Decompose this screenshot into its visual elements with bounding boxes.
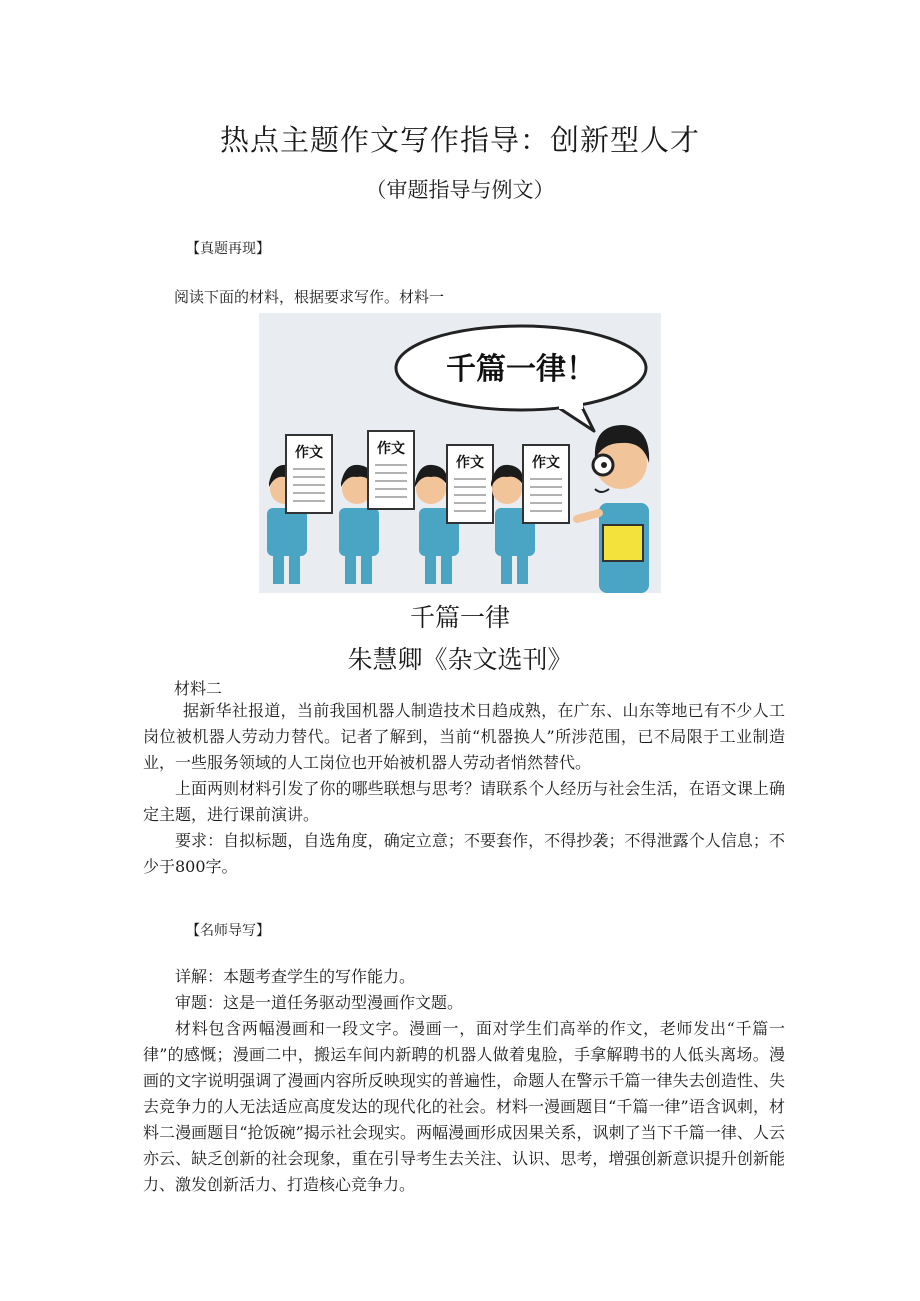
paper-label: 作文 <box>295 445 323 461</box>
prompt-paragraph: 上面两则材料引发了你的哪些联想与思考？请联系个人经历与社会生活，在语文课上确定主题，进行课前演讲。 <box>143 779 785 824</box>
speech-text: 千篇一律！ <box>446 352 596 387</box>
review-paragraph: 审题：这是一道任务驱动型漫画作文题。 <box>175 993 464 1012</box>
detail-paragraph: 详解：本题考查学生的写作能力。 <box>175 967 416 986</box>
material2-label: 材料二 <box>174 679 223 698</box>
page-subtitle: （审题指导与例文） <box>365 178 555 202</box>
page-title: 热点主题作文写作指导：创新型人才 <box>219 123 700 157</box>
paper-label: 作文 <box>456 455 484 471</box>
guide-section <box>143 964 785 1198</box>
cartoon-caption-title: 千篇一律 <box>409 603 510 632</box>
paper-label: 作文 <box>532 455 560 471</box>
material-section <box>143 698 785 880</box>
cartoon-caption-author: 朱慧卿《杂文选刊》 <box>347 645 573 674</box>
cartoon-image <box>259 313 661 593</box>
requirement-paragraph: 要求：自拟标题，自选角度，确定立意；不要套作，不得抄袭；不得泄露个人信息；不少于800字。 <box>143 831 785 876</box>
analysis-paragraph: 材料包含两幅漫画和一段文字。漫画一，面对学生们高举的作文，老师发出“千篇一律”的感慨；漫画二中，搬运车间内新聘的机器人做着鬼脸，手拿解聘书的人低头离场。漫画的文字说明强调了漫画内容所反映现实的普遍性，命题人在警示千篇一律失去创造性、失去竞争力的人无法适应高度发达的现代化的社会。材料一漫画题目“千篇一律”语含讽刺，材料二漫画题目“抢饭碗”揭示社会现实。两幅漫画形成因果关系，讽刺了当下千篇一律、人云亦云、缺乏创新的社会现象，重在引导考生去关注、认识、思考，增强创新意识提升创新能力、激发创新活力、打造核心竞争力。 <box>143 1019 785 1194</box>
paper-label: 作文 <box>377 441 405 457</box>
section-heading-teacher-guide: 【名师导写】 <box>186 923 270 939</box>
intro-text: 阅读下面的材料，根据要求写作。材料一 <box>174 288 445 306</box>
section-heading-real-exam: 【真题再现】 <box>186 241 270 257</box>
material2-paragraph: 据新华社报道，当前我国机器人制造技术日趋成熟，在广东、山东等地已有不少人工岗位被机器人劳动力替代。记者了解到，当前“机器换人”所涉范围，已不局限于工业制造业，一些服务领域的人工岗位也开始被机器人劳动者悄然替代。 <box>143 701 785 772</box>
